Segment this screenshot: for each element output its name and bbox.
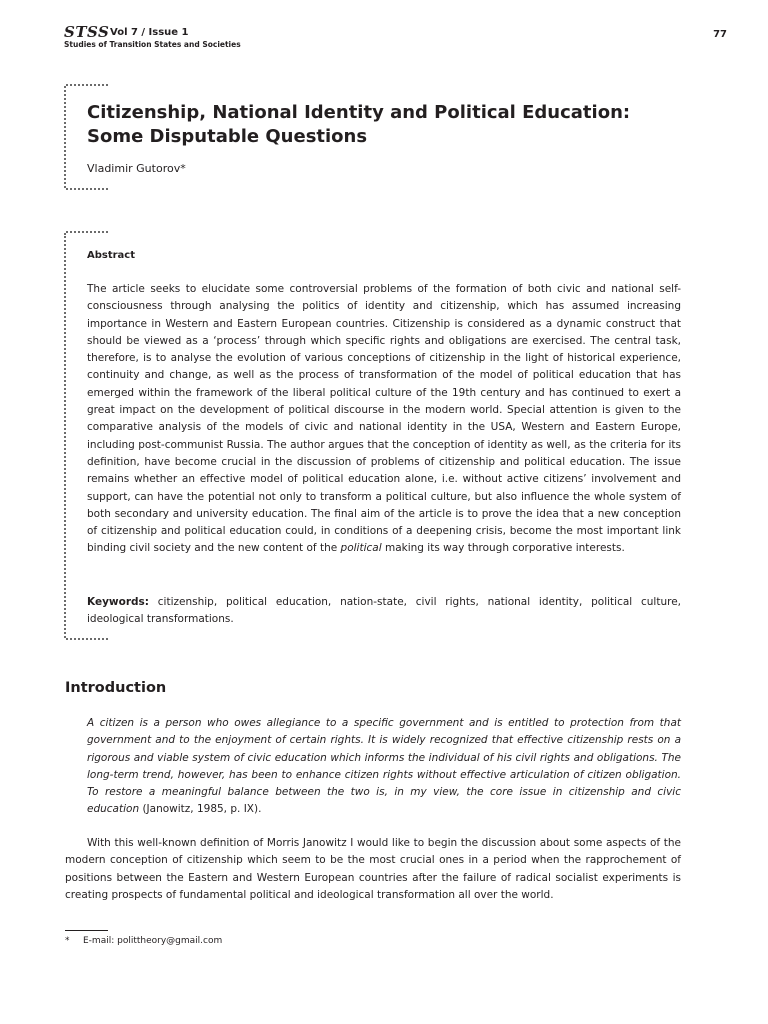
abstract-text — [87, 281, 681, 558]
quote-text: A citizen is a person who owes allegiance to a specific government and is entitled to protection from that government and to the enjoyment of certain rights. It is widely recognized that effective citizenship rests on a rigorous and viable system of civic education which informs the individual of his civil rights and obligations. The long-term trend, however, has been to enhance citizen rights without effective articulation of citizen obligation. To restore a meaningful balance between the two is, in my view, the core issue in citizenship and civic education — [87, 717, 681, 816]
keywords-list: citizenship, political education, nation-state, civil rights, national identity, political culture, ideological transformations. — [87, 596, 681, 626]
title-frame-top-dots — [66, 84, 108, 86]
introduction-quote — [87, 715, 681, 819]
footnote-email: E-mail: polittheory@gmail.com — [83, 936, 223, 946]
quote-citation: (Janowitz, 1985, p. IX). — [139, 803, 262, 816]
abstract-text-main: The article seeks to elucidate some controversial problems of the formation of both civic and national self-consciousness through analysing the politics of identity and citizenship, which has assumed increasing importance in Western and Eastern European countries. Citizenship is considered as a dynamic construct that should be viewed as a ‘process’ through which specific rights and obligations are exercised. The central task, therefore, is to analyse the evolution of various conceptions of citizenship in the light of historical experience, continuity and change, as well as the process of transformation of the model of political education that has emerged within the framework of the liberal political culture of the 19th century and has continued to exert a great impact on the development of political discourse in the modern world. Special attention is given to the comparative analysis of the models of civic and national identity in the USA, Western and Eastern Europe, including post-communist Russia. The author argues that the conception of identity as well, as the criteria for its definition, have become crucial in the discussion of problems of citizenship and political education. The issue remains whether an effective model of political education alone, i.e. without active citizens’ involvement and support, can have the potential not only to transform a political culture, but also influence the whole system of both secondary and university education. The final aim of the article is to prove the idea that a new conception of citizenship and political education could, in conditions of a deepening crisis, become the most important link binding civil society and the new content of the — [87, 283, 681, 555]
author-name: Vladimir Gutorov* — [87, 162, 186, 175]
abstract-italic-term: political — [340, 542, 382, 555]
footnote — [65, 935, 222, 947]
title-frame-bottom-dots — [66, 188, 108, 190]
abstract-frame-bottom-dots — [66, 638, 108, 640]
footnote-marker: * — [65, 936, 70, 946]
abstract-frame-top-dots — [66, 231, 108, 233]
introduction-paragraph: With this well-known definition of Morris Janowitz I would like to begin the discussion about some aspects of the modern conception of citizenship which seem to be the most crucial ones in a period when the rapprochement of positions between the Eastern and Western European countries after the failure of radical socialist experiments is creating prospects of fundamental political and ideological transformation all over the world. — [65, 837, 681, 901]
volume-issue: Vol 7 / Issue 1 — [110, 27, 189, 38]
title-frame — [64, 86, 66, 188]
introduction-heading: Introduction — [65, 680, 167, 696]
journal-name: Studies of Transition States and Societies — [64, 40, 241, 49]
keywords — [87, 594, 681, 629]
keywords-label: Keywords: — [87, 596, 149, 608]
article-title — [87, 101, 707, 149]
abstract-text-ending: making its way through corporative interests. — [381, 542, 625, 555]
page-number: 77 — [713, 29, 727, 40]
journal-logo: STSS — [64, 23, 110, 41]
footnote-rule — [65, 930, 108, 931]
abstract-heading: Abstract — [87, 250, 136, 261]
abstract-frame — [64, 233, 66, 638]
article-title-line-1: Citizenship, National Identity and Political Education: — [87, 102, 631, 123]
article-title-line-2: Some Disputable Questions — [87, 126, 368, 147]
